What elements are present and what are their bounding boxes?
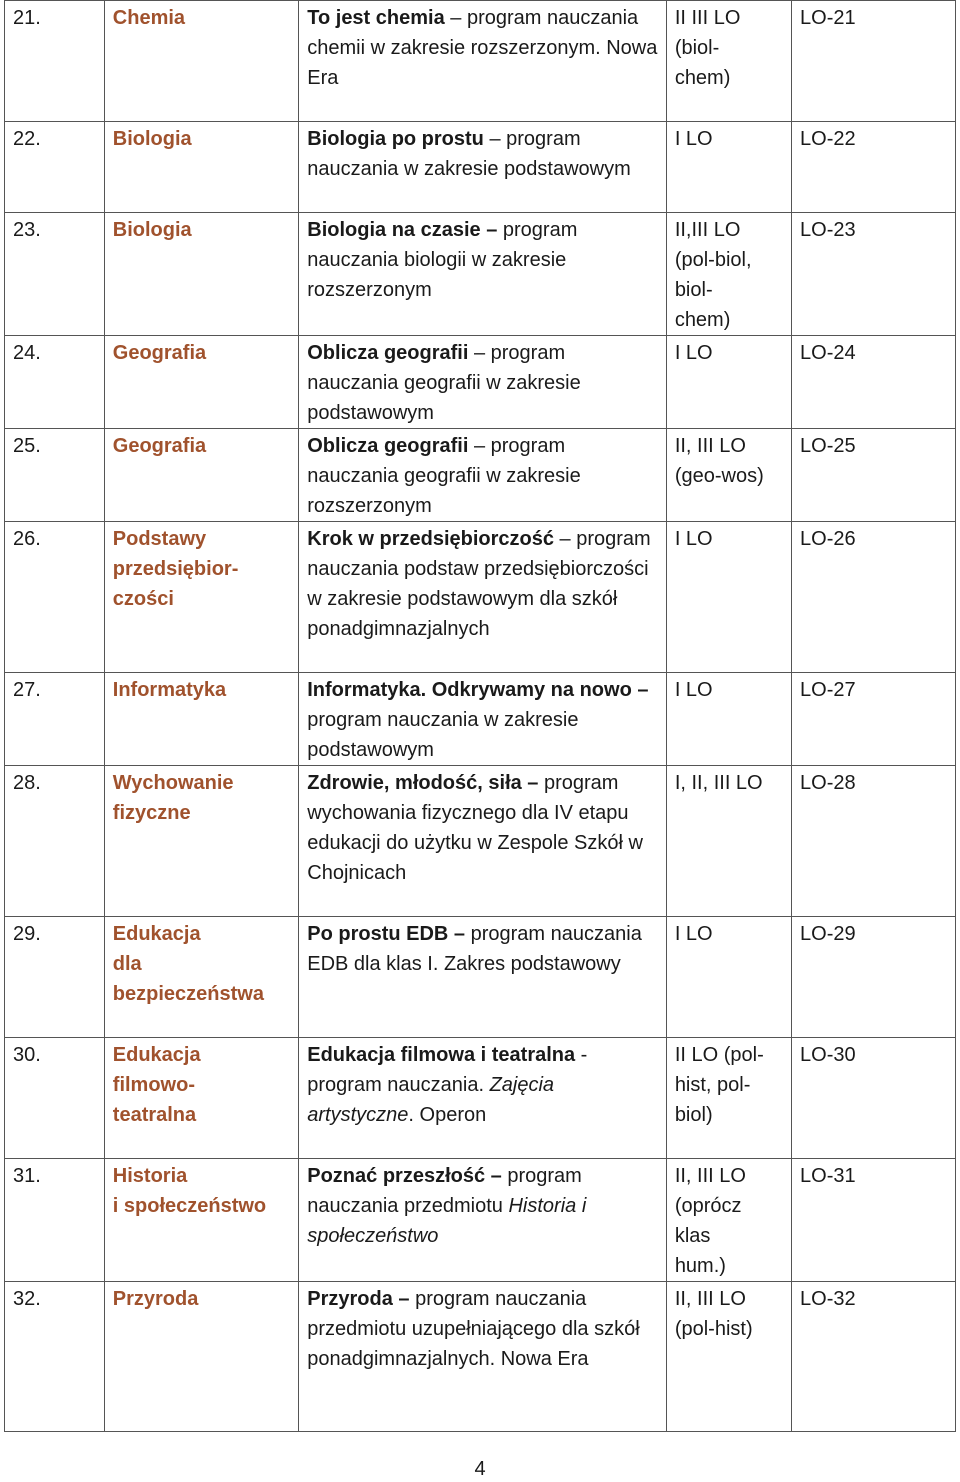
program-code: LO-28 xyxy=(792,766,956,917)
table-row xyxy=(5,213,956,336)
program-title: Poznać przeszłość – xyxy=(307,1165,502,1187)
subject-line: Biologia xyxy=(112,219,192,241)
subject-cell xyxy=(104,1159,298,1282)
subject-line: bezpieczeństwa xyxy=(112,983,264,1005)
row-number: 31. xyxy=(5,1159,105,1282)
row-number: 22. xyxy=(5,122,105,213)
program-description: – program nauczania geografii w zakresie rozszerzonym xyxy=(307,435,581,517)
program-table-body xyxy=(5,1,956,1432)
program-description: program nauczania EDB dla klas I. Zakres podstawowy xyxy=(307,923,642,975)
table-row xyxy=(5,766,956,917)
classes-cell xyxy=(666,213,791,336)
classes-line: II, III LO xyxy=(674,1165,746,1187)
program-code: LO-25 xyxy=(792,429,956,522)
classes-cell xyxy=(666,1038,791,1159)
row-number: 32. xyxy=(5,1282,105,1432)
program-title: Biologia na czasie – xyxy=(307,219,498,241)
program-description: . Operon xyxy=(408,1104,487,1126)
subject-line: Edukacja xyxy=(112,923,201,945)
classes-line: chem) xyxy=(674,67,731,89)
program-description: program nauczania biologii w zakresie rozszerzonym xyxy=(307,219,578,301)
program-description: program nauczania przedmiotu uzupełniającego dla szkół ponadgimnazjalnych. Nowa Era xyxy=(307,1288,640,1370)
classes-cell xyxy=(666,917,791,1038)
program-cell xyxy=(299,122,667,213)
program-description: program nauczania w zakresie podstawowym xyxy=(307,709,579,761)
subject-cell xyxy=(104,122,298,213)
classes-line: II,III LO xyxy=(674,219,741,241)
program-code: LO-29 xyxy=(792,917,956,1038)
classes-line: II LO (pol- xyxy=(674,1044,764,1066)
subject-cell xyxy=(104,1038,298,1159)
subject-cell xyxy=(104,213,298,336)
program-description: program wychowania fizycznego dla IV etapu edukacji do użytku w Zespole Szkół w Chojnicach xyxy=(307,772,643,884)
row-number: 23. xyxy=(5,213,105,336)
subject-line: dla xyxy=(112,953,142,975)
program-title: Edukacja filmowa i teatralna xyxy=(307,1044,576,1066)
subject-line: Historia xyxy=(112,1165,188,1187)
classes-cell xyxy=(666,522,791,673)
row-number: 28. xyxy=(5,766,105,917)
subject-line: czości xyxy=(112,588,174,610)
classes-cell xyxy=(666,429,791,522)
classes-line: biol) xyxy=(674,1104,713,1126)
program-table xyxy=(4,0,956,1432)
program-code: LO-32 xyxy=(792,1282,956,1432)
subject-cell xyxy=(104,673,298,766)
program-cell xyxy=(299,1282,667,1432)
subject-line: i społeczeństwo xyxy=(112,1195,267,1217)
classes-line: hum.) xyxy=(674,1255,726,1277)
classes-line: (biol- xyxy=(674,37,720,59)
subject-cell xyxy=(104,766,298,917)
table-row xyxy=(5,673,956,766)
classes-cell xyxy=(666,673,791,766)
classes-cell xyxy=(666,1,791,122)
classes-line: chem) xyxy=(674,309,731,331)
program-cell xyxy=(299,336,667,429)
program-cell xyxy=(299,1159,667,1282)
classes-line: klas xyxy=(674,1225,711,1247)
classes-line: I LO xyxy=(674,128,713,150)
table-row xyxy=(5,1282,956,1432)
program-title: Po prostu EDB – xyxy=(307,923,466,945)
program-title: Przyroda – xyxy=(307,1288,410,1310)
classes-line: I LO xyxy=(674,923,713,945)
classes-line: I, II, III LO xyxy=(674,772,763,794)
program-title: Informatyka. Odkrywamy na nowo – xyxy=(307,679,649,701)
subject-line: Chemia xyxy=(112,7,186,29)
classes-line: hist, pol- xyxy=(674,1074,751,1096)
program-cell xyxy=(299,429,667,522)
subject-line: teatralna xyxy=(112,1104,197,1126)
subject-line: Podstawy xyxy=(112,528,207,550)
table-row xyxy=(5,1038,956,1159)
program-cell xyxy=(299,522,667,673)
classes-line: (pol-hist) xyxy=(674,1318,753,1340)
subject-cell xyxy=(104,429,298,522)
row-number: 26. xyxy=(5,522,105,673)
classes-cell xyxy=(666,336,791,429)
program-cell xyxy=(299,673,667,766)
program-cell xyxy=(299,1038,667,1159)
subject-cell xyxy=(104,522,298,673)
row-number: 24. xyxy=(5,336,105,429)
program-code: LO-22 xyxy=(792,122,956,213)
program-description: Zajęcia artystyczne xyxy=(307,1074,555,1126)
program-description: – program nauczania chemii w zakresie rozszerzonym. Nowa Era xyxy=(307,7,658,89)
row-number: 25. xyxy=(5,429,105,522)
classes-cell xyxy=(666,1282,791,1432)
classes-line: I LO xyxy=(674,528,713,550)
classes-line: (geo-wos) xyxy=(674,465,764,487)
table-row xyxy=(5,122,956,213)
subject-line: Biologia xyxy=(112,128,192,150)
table-row xyxy=(5,522,956,673)
program-description: – program nauczania geografii w zakresie podstawowym xyxy=(307,342,581,424)
classes-line: (oprócz xyxy=(674,1195,742,1217)
subject-line: fizyczne xyxy=(112,802,191,824)
program-code: LO-30 xyxy=(792,1038,956,1159)
classes-line: I LO xyxy=(674,342,713,364)
classes-line: biol- xyxy=(674,279,713,301)
table-row xyxy=(5,429,956,522)
program-code: LO-27 xyxy=(792,673,956,766)
classes-line: II III LO xyxy=(674,7,741,29)
program-code: LO-21 xyxy=(792,1,956,122)
program-description: - program nauczania. xyxy=(307,1044,588,1096)
subject-line: Edukacja xyxy=(112,1044,201,1066)
row-number: 27. xyxy=(5,673,105,766)
program-title: Oblicza geografii xyxy=(307,342,469,364)
program-title: Oblicza geografii xyxy=(307,435,469,457)
row-number: 30. xyxy=(5,1038,105,1159)
subject-line: Wychowanie xyxy=(112,772,234,794)
table-row xyxy=(5,336,956,429)
classes-cell xyxy=(666,766,791,917)
program-title: Krok w przedsiębiorczość xyxy=(307,528,554,550)
classes-line: II, III LO xyxy=(674,1288,746,1310)
classes-cell xyxy=(666,1159,791,1282)
subject-line: filmowo- xyxy=(112,1074,195,1096)
program-code: LO-26 xyxy=(792,522,956,673)
subject-line: Geografia xyxy=(112,342,207,364)
subject-line: Geografia xyxy=(112,435,207,457)
classes-cell xyxy=(666,122,791,213)
row-number: 29. xyxy=(5,917,105,1038)
program-description: – program nauczania w zakresie podstawowym xyxy=(307,128,631,180)
program-code: LO-24 xyxy=(792,336,956,429)
program-cell xyxy=(299,917,667,1038)
program-description: program nauczania przedmiotu xyxy=(307,1165,582,1217)
program-cell xyxy=(299,213,667,336)
row-number: 21. xyxy=(5,1,105,122)
subject-cell xyxy=(104,336,298,429)
program-description: – program nauczania podstaw przedsiębiorczości w zakresie podstawowym dla szkół ponadgimnazjalnych xyxy=(307,528,651,640)
program-title: To jest chemia xyxy=(307,7,445,29)
subject-cell xyxy=(104,1282,298,1432)
subject-line: przedsiębior- xyxy=(112,558,239,580)
program-code: LO-31 xyxy=(792,1159,956,1282)
program-code: LO-23 xyxy=(792,213,956,336)
subject-line: Informatyka xyxy=(112,679,227,701)
subject-line: Przyroda xyxy=(112,1288,199,1310)
program-cell xyxy=(299,1,667,122)
table-row xyxy=(5,1,956,122)
table-row xyxy=(5,1159,956,1282)
classes-line: II, III LO xyxy=(674,435,746,457)
program-title: Biologia po prostu xyxy=(307,128,484,150)
program-title: Zdrowie, młodość, siła – xyxy=(307,772,539,794)
classes-line: (pol-biol, xyxy=(674,249,752,271)
table-row xyxy=(5,917,956,1038)
subject-cell xyxy=(104,1,298,122)
program-description: Historia i społeczeństwo xyxy=(307,1195,587,1247)
page-number: 4 xyxy=(474,1458,486,1480)
program-cell xyxy=(299,766,667,917)
classes-line: I LO xyxy=(674,679,713,701)
subject-cell xyxy=(104,917,298,1038)
